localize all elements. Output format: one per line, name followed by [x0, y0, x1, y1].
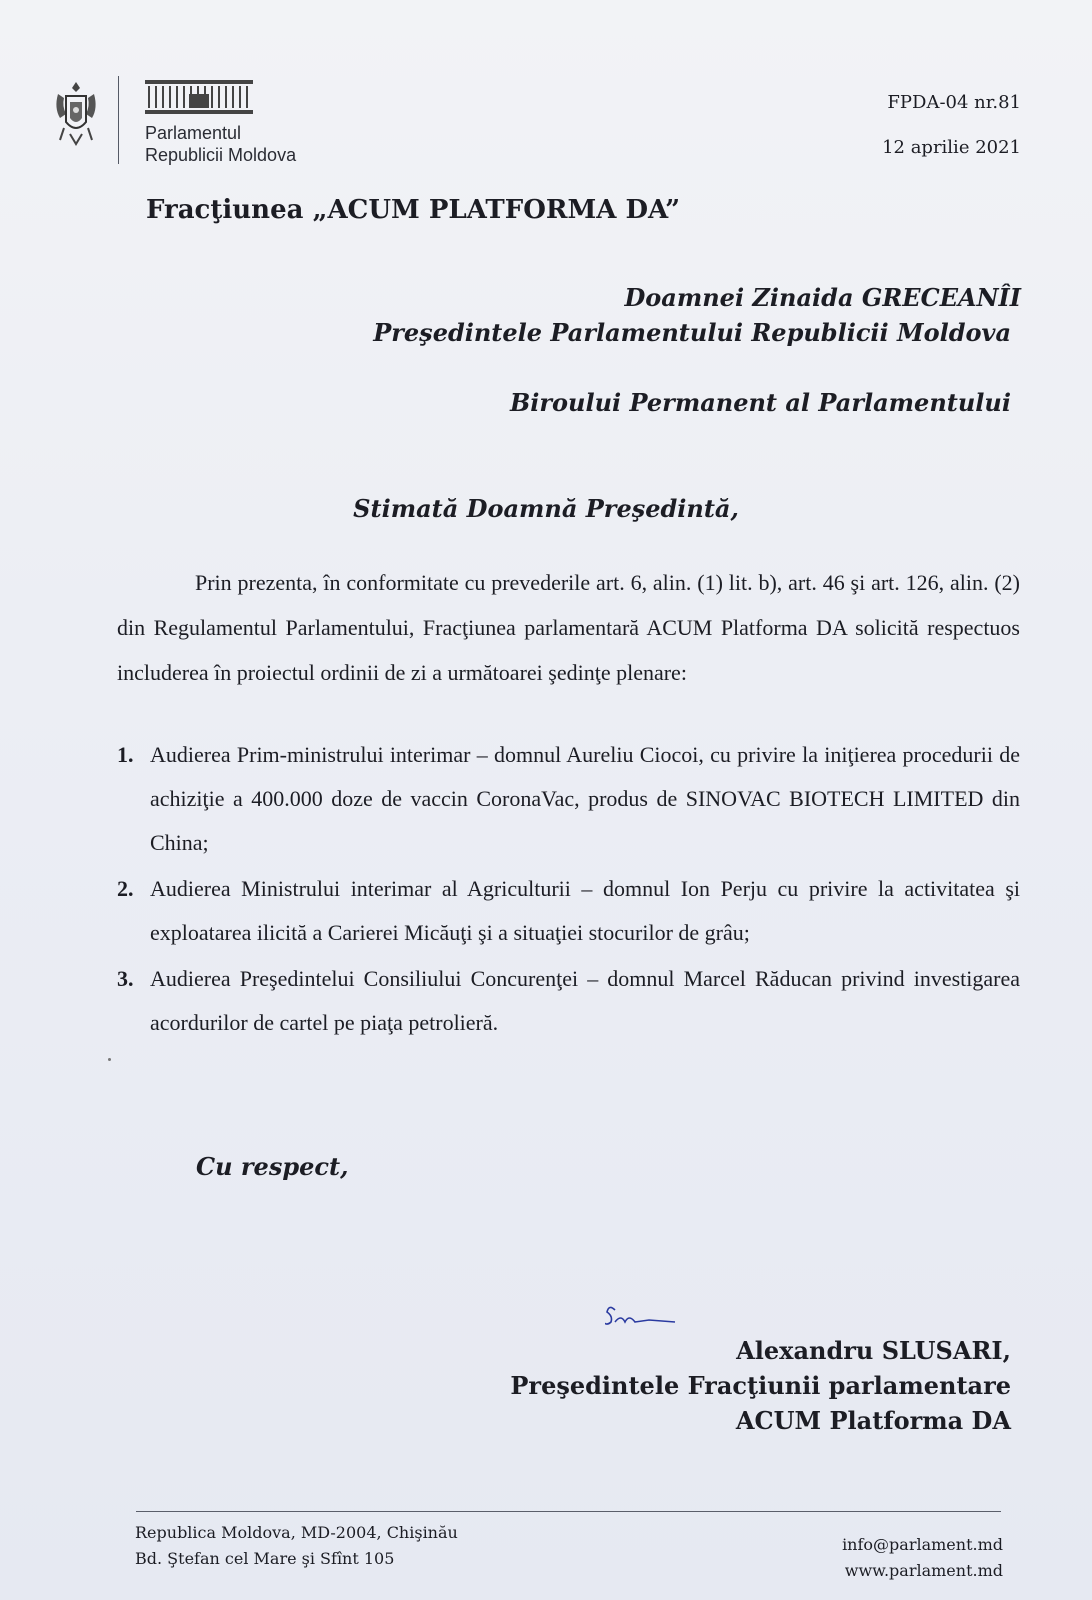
signature-block	[510, 1333, 1011, 1438]
document-date: 12 aprilie 2021	[882, 137, 1021, 158]
salutation: Stimată Doamnă Preşedintă,	[353, 494, 739, 523]
addressee-line2: Preşedintele Parlamentului Republicii Moldova	[373, 318, 1011, 347]
footer-address	[135, 1520, 458, 1572]
agenda-list	[117, 733, 1020, 1047]
closing: Cu respect,	[196, 1152, 349, 1181]
institution-line2: Republicii Moldova	[145, 145, 297, 165]
item-text: Audierea Preşedintelui Consiliului Concurenţei – domnul Marcel Răducan privind investigarea acordurilor de cartel pe piaţa petrolieră.	[150, 966, 1020, 1035]
faction-heading: Fracţiunea „ACUM PLATFORMA DA”	[146, 195, 681, 225]
item-text: Audierea Prim-ministrului interimar – domnul Aureliu Ciocoi, cu privire la iniţierea procedurii de achiziţie a 400.000 doze de vaccin CoronaVac, produs de SINOVAC BIOTECH LIMITED din China;	[150, 742, 1020, 855]
addressee-line1: Doamnei Zinaida GRECEANÎI	[624, 283, 1021, 312]
footer-address-line1: Republica Moldova, MD-2004, Chişinău	[135, 1523, 458, 1542]
intro-text: Prin prezenta, în conformitate cu prevederile art. 6, alin. (1) lit. b), art. 46 şi art. 126, alin. (2) din Regulamentul Parlamentului, Fracţiunea parlamentară ACUM Platforma DA solicită respectuos includerea în proiectul ordinii de zi a următoarei şedinţe plenare:	[117, 570, 1020, 685]
parliament-building-icon	[145, 78, 253, 116]
footer-divider	[136, 1511, 1001, 1512]
footer-contact	[842, 1532, 1003, 1584]
signatory-org: ACUM Platforma DA	[735, 1406, 1011, 1435]
intro-paragraph	[117, 560, 1020, 695]
list-item	[117, 957, 1020, 1045]
item-text: Audierea Ministrului interimar al Agriculturii – domnul Ion Perju cu privire la activitatea şi exploatarea ilicită a Carierei Micăuţi şi a situaţiei stocurilor de grâu;	[150, 876, 1020, 945]
list-item	[117, 867, 1020, 955]
document-reference: FPDA-04 nr.81	[887, 92, 1021, 113]
footer-address-line2: Bd. Ştefan cel Mare şi Sfînt 105	[135, 1549, 395, 1568]
footer-email[interactable]: info@parlament.md	[842, 1535, 1003, 1554]
footer-website[interactable]: www.parlament.md	[844, 1561, 1003, 1580]
institution-name	[145, 122, 296, 166]
signatory-name: Alexandru SLUSARI,	[736, 1336, 1011, 1365]
coat-of-arms-icon	[50, 78, 102, 148]
item-number: 2.	[117, 876, 134, 901]
list-item	[117, 733, 1020, 865]
institution-line1: Parlamentul	[145, 123, 242, 143]
signatory-title: Preşedintele Fracţiunii parlamentare	[510, 1371, 1011, 1400]
addressee-line3: Biroului Permanent al Parlamentului	[509, 388, 1011, 417]
header-divider	[118, 76, 119, 164]
item-number: 3.	[117, 966, 134, 991]
item-number: 1.	[117, 742, 134, 767]
paper-speck	[108, 1058, 111, 1061]
